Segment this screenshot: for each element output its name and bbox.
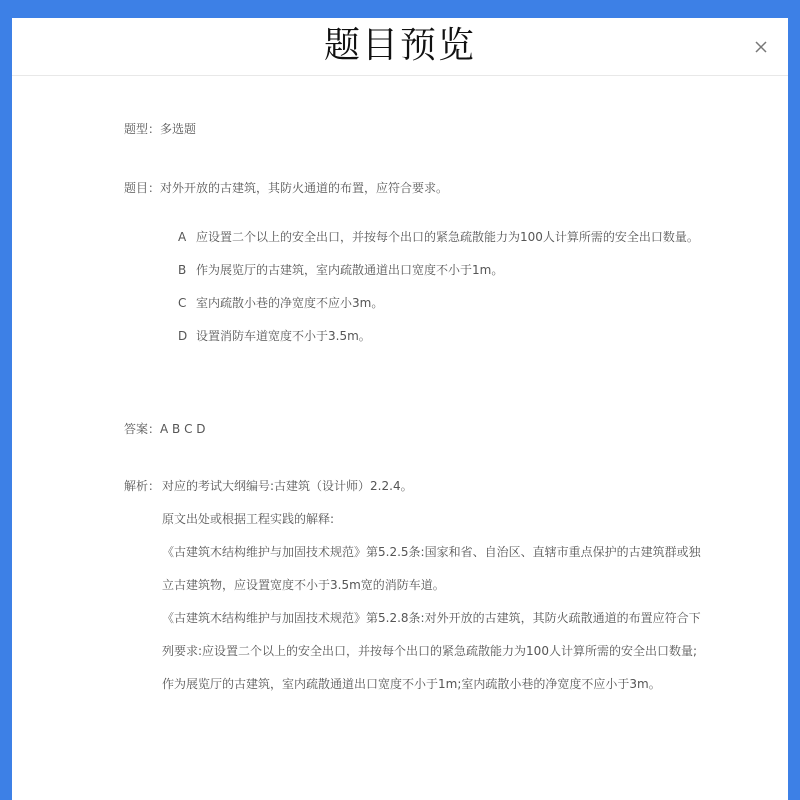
option-c	[178, 287, 708, 320]
question-stem-text: 对外开放的古建筑，其防火通道的布置，应符合要求。	[160, 181, 449, 195]
option-a	[178, 221, 708, 254]
question-type-row	[124, 113, 768, 146]
question-content	[12, 76, 788, 800]
dialog-title: 题目预览	[323, 25, 476, 66]
option-letter: C	[178, 296, 187, 310]
option-d	[178, 320, 708, 353]
option-text: 应设置二个以上的安全出口，并按每个出口的紧急疏散能力为100人计算所需的安全出口数量。	[196, 230, 699, 244]
analysis-line: 对应的考试大纲编号:古建筑（设计师）2.2.4。	[162, 479, 413, 493]
option-letter: D	[178, 329, 188, 343]
analysis-label: 解析：	[124, 479, 161, 493]
question-stem-row	[124, 172, 768, 205]
analysis-line: 《古建筑木结构维护与加固技术规范》第5.2.5条:国家和省、自治区、直辖市重点保护的古建筑群或独立古建筑物，应设置宽度不小于3.5m宽的消防车道。	[162, 545, 701, 592]
option-text: 作为展览厅的古建筑，室内疏散通道出口宽度不小于1m。	[196, 263, 504, 277]
analysis-body	[162, 470, 702, 701]
question-stem-label: 题目：	[124, 181, 161, 195]
question-type-label: 题型：	[124, 122, 161, 136]
option-text: 设置消防车道宽度不小于3.5m。	[196, 329, 371, 343]
analysis-label-row	[124, 470, 164, 503]
dialog-header	[12, 18, 788, 76]
question-preview-dialog	[12, 18, 788, 800]
option-letter: A	[178, 230, 187, 244]
question-type-value: 多选题	[160, 122, 197, 136]
answer-row	[124, 413, 768, 446]
analysis-line: 《古建筑木结构维护与加固技术规范》第5.2.8条:对外开放的古建筑，其防火疏散通道的布置应符合下列要求:应设置二个以上的安全出口，并按每个出口的紧急疏散能力为100人计算所需的安全出口数量;作为展览厅的古建筑，室内疏散通道出口宽度不小于1m;室内疏散小巷的净宽度不应小于3m。	[162, 611, 701, 691]
analysis-line: 原文出处或根据工程实践的解释:	[162, 512, 335, 526]
option-letter: B	[178, 263, 187, 277]
close-button[interactable]	[750, 36, 772, 58]
option-list	[178, 221, 708, 353]
option-text: 室内疏散小巷的净宽度不应小3m。	[196, 296, 384, 310]
answer-value: A B C D	[160, 422, 206, 436]
option-b	[178, 254, 708, 287]
answer-label: 答案：	[124, 422, 161, 436]
close-icon	[750, 36, 772, 58]
